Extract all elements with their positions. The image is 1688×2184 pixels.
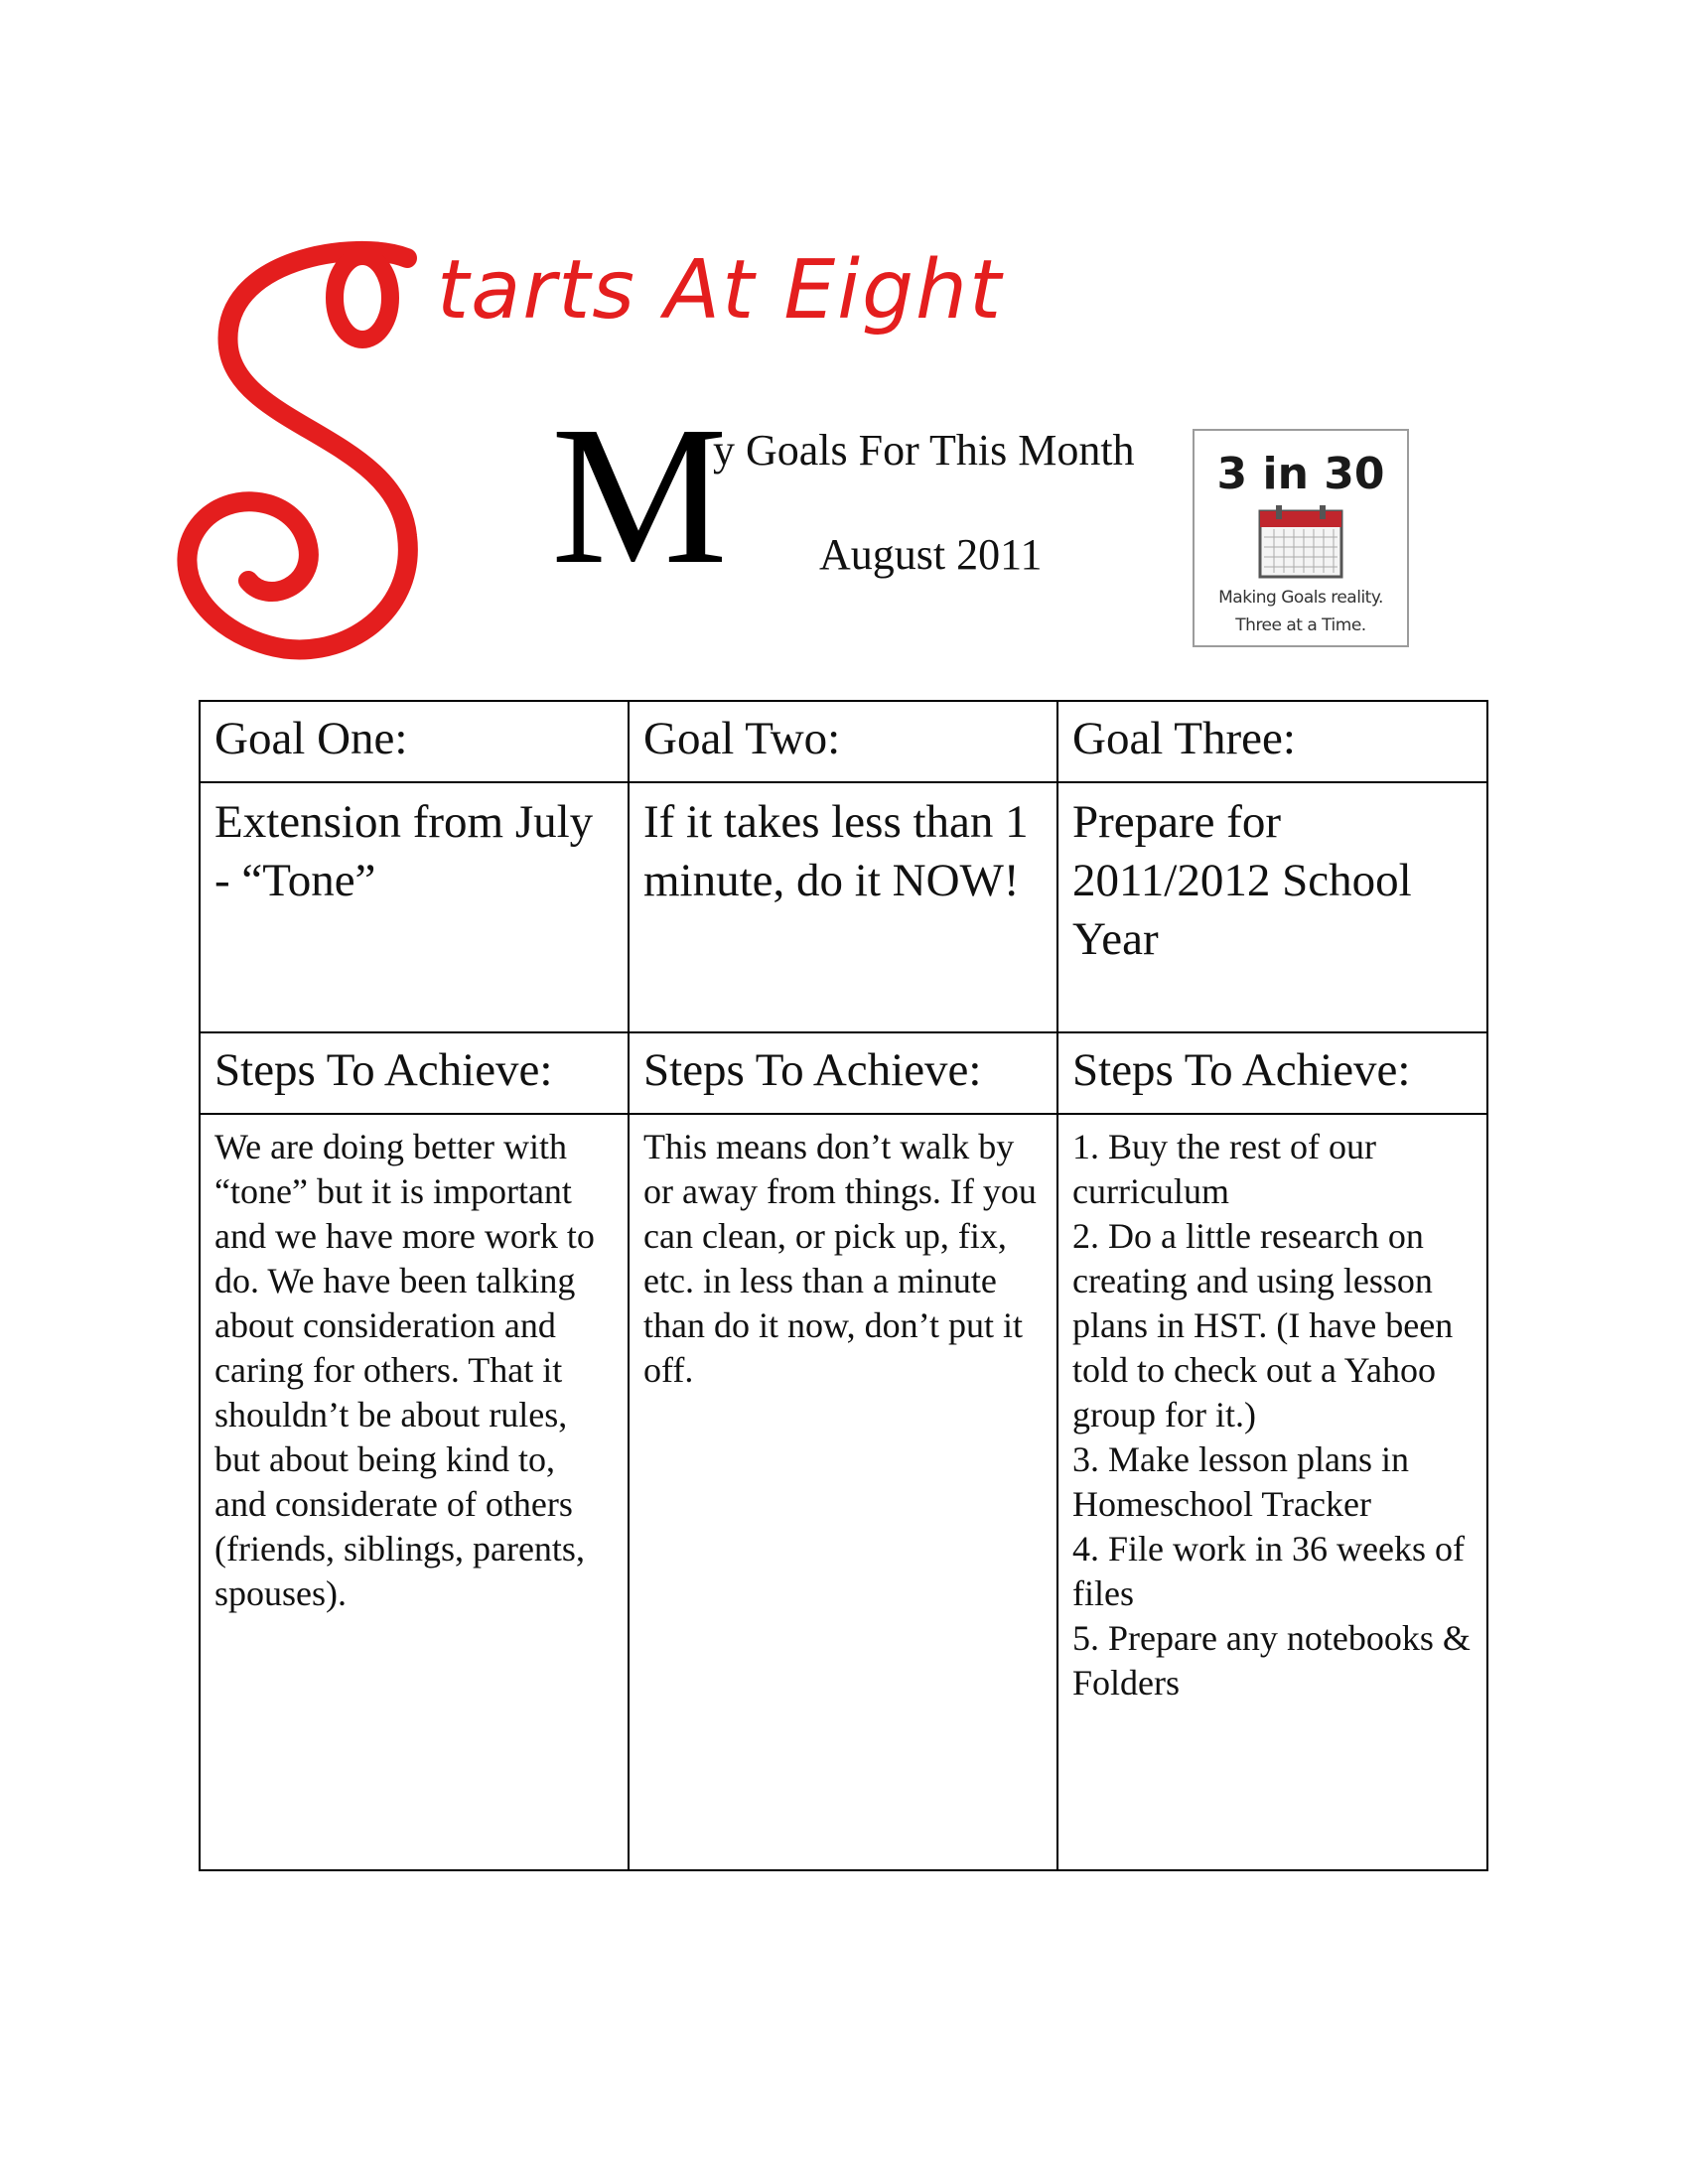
goal-three-step: 2. Do a little research on creating and using lesson plans in HST. (I have been told to check out a Yahoo group for it.) — [1072, 1216, 1454, 1434]
heading-date: August 2011 — [819, 530, 1043, 579]
goal-two-label: Goal Two: — [629, 701, 1057, 782]
heading-drop-cap: M — [551, 386, 728, 606]
goal-two-text: If it takes less than 1 minute, do it NOW! — [629, 782, 1057, 1032]
badge-tagline-1: Making Goals reality. — [1218, 588, 1383, 608]
heading-title: y Goals For This Month — [713, 426, 1135, 475]
goal-one-steps-label: Steps To Achieve: — [200, 1032, 629, 1114]
goal-text-row — [200, 782, 1487, 1032]
goal-three-step: 3. Make lesson plans in Homeschool Tracker — [1072, 1439, 1409, 1524]
brand-name: tarts At Eight — [437, 243, 1004, 338]
goal-three-text: Prepare for 2011/2012 School Year — [1057, 782, 1487, 1032]
goal-three-steps — [1057, 1114, 1487, 1870]
goal-two-steps: This means don’t walk by or away from things. If you can clean, or pick up, fix, etc. in less than a minute than do it now, don’t put it off. — [629, 1114, 1057, 1870]
steps-row — [200, 1114, 1487, 1870]
logo-s-loop — [335, 256, 390, 340]
goal-one-steps: We are doing better with “tone” but it is important and we have more work to do. We have been talking about consideration and caring for others. That it shouldn’t be about rules, but about being kind to, and considerate of others (friends, siblings, parents, spouses). — [200, 1114, 629, 1870]
badge-tagline-2: Three at a Time. — [1235, 615, 1366, 635]
goal-three-label: Goal Three: — [1057, 701, 1487, 782]
goal-three-step: 1. Buy the rest of our curriculum — [1072, 1127, 1376, 1211]
goal-label-row — [200, 701, 1487, 782]
steps-label-row — [200, 1032, 1487, 1114]
goal-one-label: Goal One: — [200, 701, 629, 782]
calendar-icon — [1258, 505, 1343, 579]
logo-s-stroke — [187, 251, 407, 649]
goal-one-text: Extension from July - “Tone” — [200, 782, 629, 1032]
badge-title: 3 in 30 — [1216, 449, 1385, 499]
goal-two-steps-label: Steps To Achieve: — [629, 1032, 1057, 1114]
three-in-thirty-badge — [1193, 429, 1409, 647]
goal-three-step: 5. Prepare any notebooks & Folders — [1072, 1618, 1471, 1703]
goals-table — [199, 700, 1488, 1871]
goal-three-steps-label: Steps To Achieve: — [1057, 1032, 1487, 1114]
goal-three-step: 4. File work in 36 weeks of files — [1072, 1529, 1465, 1613]
